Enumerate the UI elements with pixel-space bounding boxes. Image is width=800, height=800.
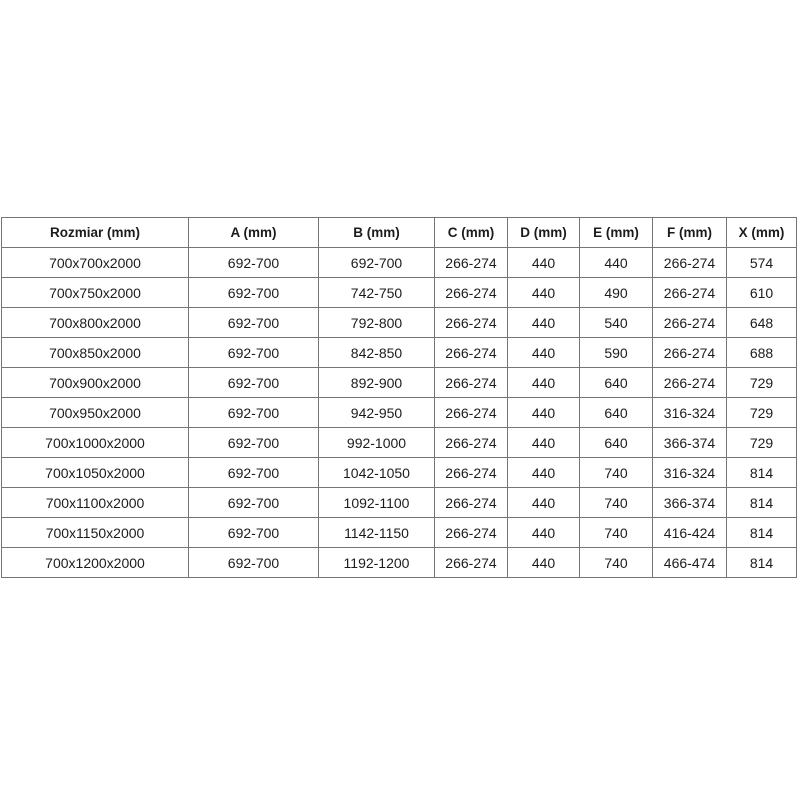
table-cell: 266-274 (653, 278, 727, 308)
table-cell: 729 (727, 398, 797, 428)
table-cell: 740 (580, 518, 653, 548)
table-cell: 1192-1200 (319, 548, 435, 578)
table-row (2, 308, 797, 338)
column-header: A (mm) (189, 218, 319, 248)
table-cell: 814 (727, 548, 797, 578)
table-cell: 740 (580, 488, 653, 518)
column-header: F (mm) (653, 218, 727, 248)
table-cell: 814 (727, 518, 797, 548)
table-cell: 490 (580, 278, 653, 308)
table-cell: 700x1000x2000 (2, 428, 189, 458)
table-cell: 266-274 (653, 248, 727, 278)
table-cell: 640 (580, 398, 653, 428)
table-cell: 440 (508, 548, 580, 578)
table-row (2, 488, 797, 518)
table-cell: 266-274 (435, 338, 508, 368)
table-row (2, 428, 797, 458)
table-row (2, 338, 797, 368)
table-cell: 266-274 (435, 308, 508, 338)
column-header: Rozmiar (mm) (2, 218, 189, 248)
table-cell: 700x950x2000 (2, 398, 189, 428)
table-cell: 740 (580, 458, 653, 488)
table-row (2, 368, 797, 398)
table-cell: 742-750 (319, 278, 435, 308)
table-cell: 266-274 (435, 458, 508, 488)
table-cell: 440 (580, 248, 653, 278)
table-cell: 729 (727, 428, 797, 458)
table-cell: 590 (580, 338, 653, 368)
table-cell: 266-274 (435, 278, 508, 308)
table-row (2, 518, 797, 548)
column-header: X (mm) (727, 218, 797, 248)
dimensions-table (1, 217, 797, 578)
table-cell: 416-424 (653, 518, 727, 548)
table-cell: 740 (580, 548, 653, 578)
table-cell: 640 (580, 368, 653, 398)
table-row (2, 398, 797, 428)
table-cell: 700x800x2000 (2, 308, 189, 338)
table-cell: 440 (508, 398, 580, 428)
table-row (2, 548, 797, 578)
table-cell: 700x1200x2000 (2, 548, 189, 578)
table-cell: 316-324 (653, 458, 727, 488)
table-cell: 610 (727, 278, 797, 308)
table-cell: 440 (508, 338, 580, 368)
header-row (2, 218, 797, 248)
table-cell: 692-700 (189, 548, 319, 578)
table-header (2, 218, 797, 248)
table-cell: 692-700 (189, 338, 319, 368)
table-cell: 266-274 (653, 338, 727, 368)
table-cell: 440 (508, 428, 580, 458)
table-cell: 1092-1100 (319, 488, 435, 518)
table-cell: 692-700 (189, 428, 319, 458)
table-cell: 992-1000 (319, 428, 435, 458)
table-cell: 316-324 (653, 398, 727, 428)
table-row (2, 278, 797, 308)
table-cell: 700x1050x2000 (2, 458, 189, 488)
table-cell: 1042-1050 (319, 458, 435, 488)
table-cell: 366-374 (653, 488, 727, 518)
table-cell: 942-950 (319, 398, 435, 428)
table-cell: 700x700x2000 (2, 248, 189, 278)
table-cell: 842-850 (319, 338, 435, 368)
table-cell: 692-700 (189, 518, 319, 548)
table-cell: 692-700 (189, 488, 319, 518)
table-cell: 692-700 (189, 368, 319, 398)
table-cell: 700x1150x2000 (2, 518, 189, 548)
table-cell: 700x750x2000 (2, 278, 189, 308)
table-cell: 266-274 (435, 248, 508, 278)
table-cell: 814 (727, 488, 797, 518)
column-header: B (mm) (319, 218, 435, 248)
table-cell: 440 (508, 308, 580, 338)
dimensions-table-wrap (1, 217, 796, 578)
table-cell: 792-800 (319, 308, 435, 338)
table-cell: 692-700 (189, 248, 319, 278)
table-cell: 366-374 (653, 428, 727, 458)
table-cell: 892-900 (319, 368, 435, 398)
column-header: D (mm) (508, 218, 580, 248)
table-cell: 692-700 (189, 458, 319, 488)
table-cell: 440 (508, 368, 580, 398)
table-cell: 814 (727, 458, 797, 488)
table-cell: 440 (508, 248, 580, 278)
table-cell: 574 (727, 248, 797, 278)
table-cell: 540 (580, 308, 653, 338)
table-cell: 1142-1150 (319, 518, 435, 548)
table-cell: 266-274 (435, 518, 508, 548)
table-cell: 729 (727, 368, 797, 398)
column-header: C (mm) (435, 218, 508, 248)
table-cell: 266-274 (653, 368, 727, 398)
table-cell: 700x850x2000 (2, 338, 189, 368)
table-cell: 266-274 (435, 488, 508, 518)
table-body (2, 248, 797, 578)
table-cell: 692-700 (189, 278, 319, 308)
table-cell: 688 (727, 338, 797, 368)
table-cell: 266-274 (435, 398, 508, 428)
table-cell: 466-474 (653, 548, 727, 578)
table-cell: 440 (508, 278, 580, 308)
table-row (2, 458, 797, 488)
table-cell: 692-700 (319, 248, 435, 278)
table-cell: 700x1100x2000 (2, 488, 189, 518)
table-cell: 266-274 (435, 548, 508, 578)
table-row (2, 248, 797, 278)
table-cell: 700x900x2000 (2, 368, 189, 398)
table-cell: 266-274 (435, 368, 508, 398)
table-cell: 266-274 (435, 428, 508, 458)
table-cell: 266-274 (653, 308, 727, 338)
table-cell: 640 (580, 428, 653, 458)
table-cell: 692-700 (189, 398, 319, 428)
column-header: E (mm) (580, 218, 653, 248)
table-cell: 440 (508, 488, 580, 518)
table-cell: 692-700 (189, 308, 319, 338)
table-cell: 440 (508, 518, 580, 548)
table-cell: 440 (508, 458, 580, 488)
table-cell: 648 (727, 308, 797, 338)
